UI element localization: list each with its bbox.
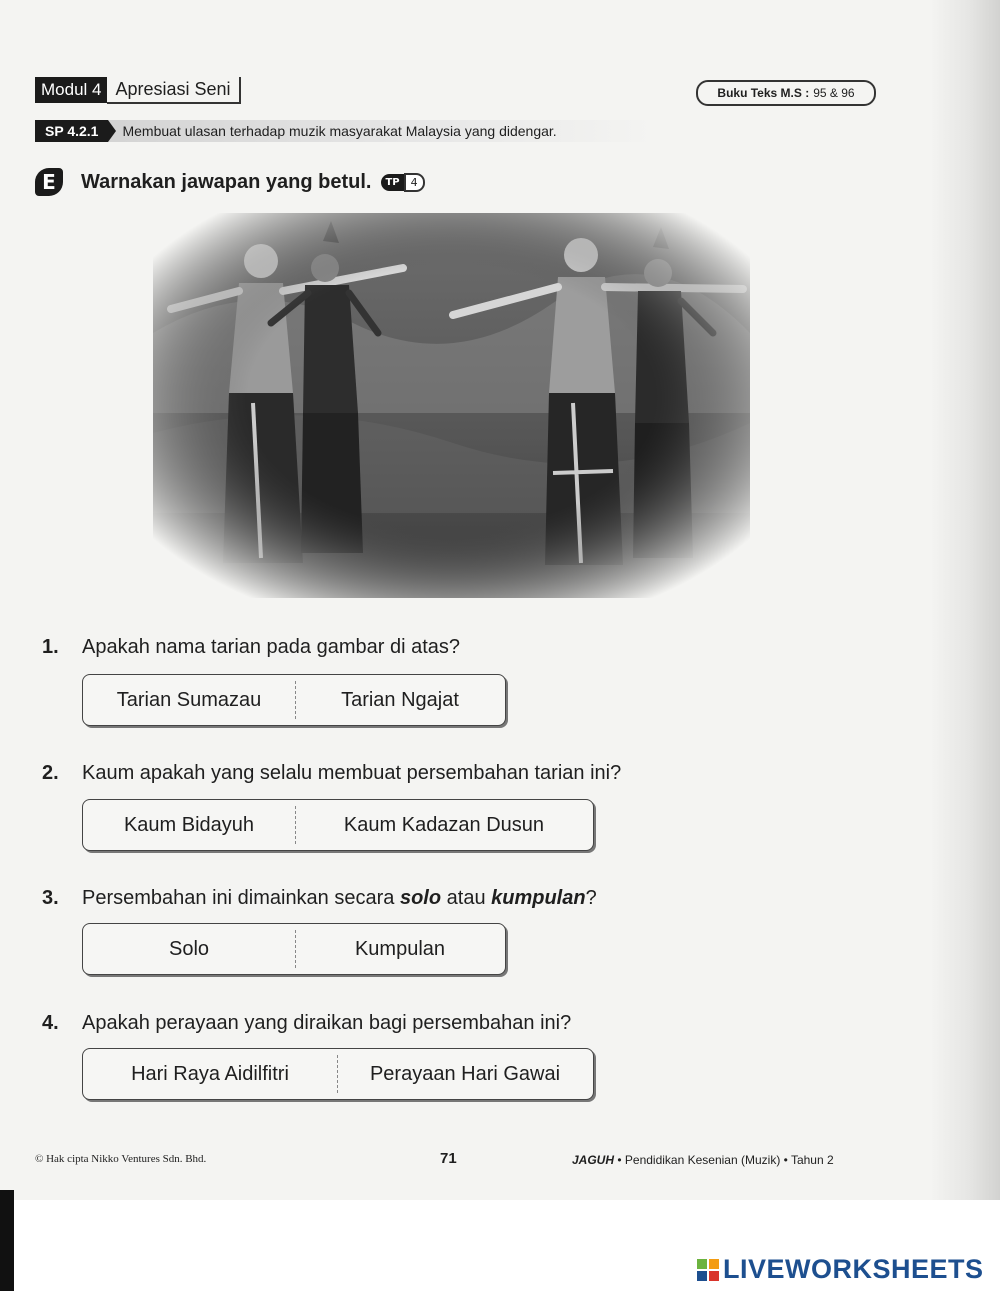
standard-code: SP 4.2.1 [35, 120, 108, 142]
section-letter: E [35, 168, 63, 196]
brand-name: JAGUH [572, 1153, 615, 1167]
answer-box-3 [82, 923, 506, 975]
answer-option[interactable]: Perayaan Hari Gawai [369, 1062, 561, 1085]
question-number: 1. [42, 636, 59, 658]
question-1 [42, 636, 460, 659]
standard-text: Membuat ulasan terhadap muzik masyarakat Malaysia yang didengar. [122, 123, 557, 139]
answer-option[interactable]: Tarian Sumazau [116, 688, 262, 711]
page-number: 71 [440, 1150, 457, 1167]
textbook-reference [696, 80, 876, 106]
tp-badge [381, 173, 424, 192]
answer-option[interactable]: Hari Raya Aidilfitri [131, 1062, 289, 1085]
standard-arrow-icon [108, 120, 116, 142]
question-3 [42, 887, 597, 910]
liveworksheets-watermark [697, 1254, 984, 1285]
module-label: Modul 4 [35, 77, 107, 103]
section-heading [35, 168, 425, 196]
answer-option[interactable]: Kaum Bidayuh [123, 813, 255, 836]
question-text: Apakah perayaan yang diraikan bagi persembahan ini? [82, 1012, 572, 1034]
standard-row [35, 120, 655, 142]
question-text-mid: atau [441, 887, 492, 909]
scan-edge [0, 1190, 14, 1291]
liveworksheets-text: LIVEWORKSHEETS [723, 1254, 984, 1284]
textbook-label: Buku Teks M.S : [717, 86, 810, 100]
book-title: • Pendidikan Kesenian (Muzik) • Tahun 2 [617, 1153, 834, 1167]
liveworksheets-logo-icon [697, 1259, 719, 1281]
answer-option[interactable]: Kumpulan [354, 937, 446, 960]
question-number: 4. [42, 1012, 59, 1034]
section-title: Warnakan jawapan yang betul. [81, 170, 372, 193]
answer-box-4 [82, 1048, 594, 1100]
module-header [35, 76, 241, 104]
answer-option[interactable]: Tarian Ngajat [341, 688, 459, 711]
question-number: 2. [42, 762, 59, 784]
question-emphasis-solo: solo [399, 887, 442, 909]
question-4 [42, 1012, 571, 1035]
copyright: © Hak cipta Nikko Ventures Sdn. Bhd. [35, 1153, 207, 1165]
dance-photo [153, 213, 750, 598]
question-text: Apakah nama tarian pada gambar di atas? [82, 636, 461, 658]
question-text-start: Persembahan ini dimainkan secara [82, 887, 400, 909]
question-emphasis-kumpulan: kumpulan [491, 887, 586, 909]
tp-value: 4 [404, 173, 425, 192]
question-2 [42, 762, 621, 785]
module-title: Apresiasi Seni [107, 77, 240, 104]
book-brand [572, 1153, 834, 1167]
textbook-pages: 95 & 96 [813, 86, 855, 100]
answer-option[interactable]: Kaum Kadazan Dusun [343, 813, 545, 836]
answer-box-2 [82, 799, 594, 851]
tp-label: TP [381, 174, 403, 191]
answer-option[interactable]: Solo [168, 937, 210, 960]
question-text-end: ? [585, 887, 597, 909]
page-edge-shadow [930, 0, 1000, 1291]
question-number: 3. [42, 887, 59, 909]
answer-box-1 [82, 674, 506, 726]
question-text: Kaum apakah yang selalu membuat persembahan tarian ini? [82, 762, 622, 784]
